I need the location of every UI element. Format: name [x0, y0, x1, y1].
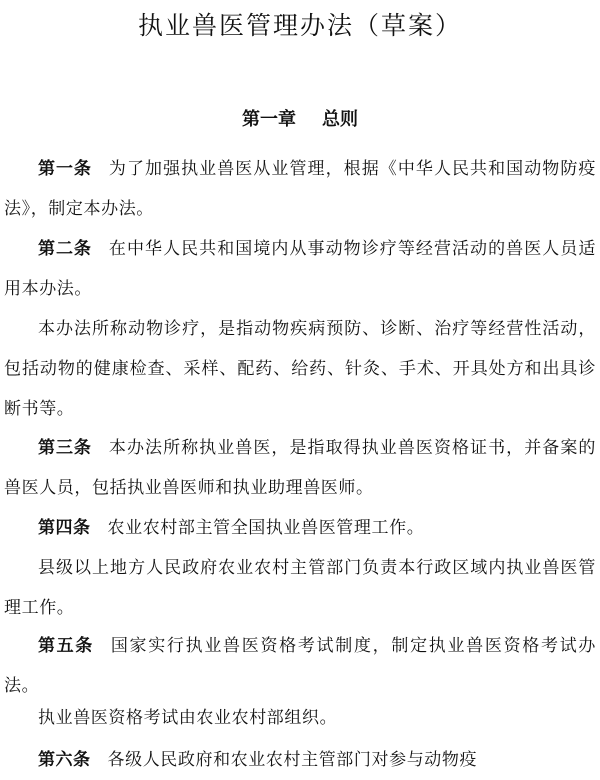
article-text: 各级人民政府和农业农村主管部门对参与动物疫 [107, 750, 478, 770]
article-4-clause-2 [4, 548, 596, 628]
article-3 [4, 428, 596, 508]
article-text: 在中华人民共和国境内从事动物诊疗等经营活动的兽医人员适用本办法。 [4, 239, 597, 299]
article-2-clause-2 [4, 309, 596, 429]
article-6 [4, 740, 596, 780]
paragraph-text: 本办法所称动物诊疗，是指动物疾病预防、诊断、治疗等经营性活动，包括动物的健康检查、采样、配药、给药、针灸、手术、开具处方和出具诊断书等。 [4, 319, 596, 419]
article-text: 农业农村部主管全国执业兽医管理工作。 [107, 518, 425, 538]
chapter-name: 总则 [322, 109, 358, 130]
article-text: 本办法所称执业兽医，是指取得执业兽医资格证书，并备案的兽医人员，包括执业兽医师和执业助理兽医师。 [4, 438, 597, 498]
article-label: 第四条 [38, 518, 91, 538]
article-4 [4, 508, 596, 548]
chapter-number: 第一章 [242, 109, 296, 130]
article-text: 为了加强执业兽医从业管理，根据《中华人民共和国动物防疫法》，制定本办法。 [4, 159, 597, 219]
article-label: 第一条 [38, 159, 92, 179]
article-5 [4, 626, 596, 706]
article-label: 第六条 [38, 750, 91, 770]
article-5-clause-2 [4, 698, 596, 738]
article-text: 国家实行执业兽医资格考试制度，制定执业兽医资格考试办法。 [4, 636, 596, 696]
article-1 [4, 149, 596, 229]
document-title: 执业兽医管理办法（草案） [137, 11, 462, 40]
article-label: 第二条 [38, 239, 92, 259]
chapter-heading [0, 106, 600, 134]
paragraph-text: 执业兽医资格考试由农业农村部组织。 [38, 708, 338, 728]
article-label: 第三条 [38, 438, 92, 458]
article-label: 第五条 [38, 636, 94, 656]
article-2 [4, 229, 596, 309]
paragraph-text: 县级以上地方人民政府农业农村主管部门负责本行政区域内执业兽医管理工作。 [4, 558, 596, 618]
